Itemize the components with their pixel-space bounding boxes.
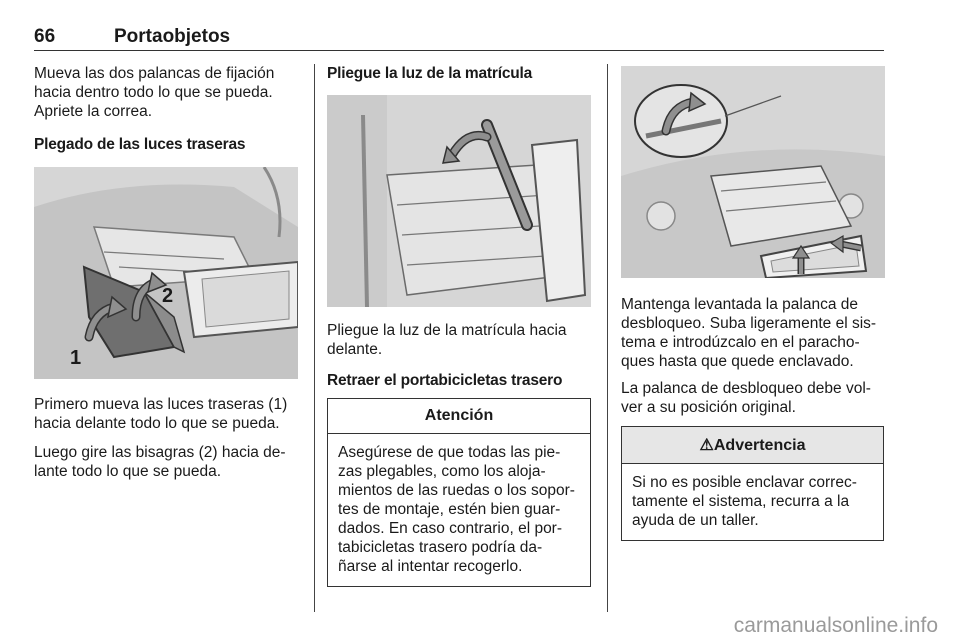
column-2 [327,64,595,587]
section-heading-license-light: Pliegue la luz de la matrícula [327,65,533,82]
paragraph-license-light: Pliegue la luz de la matrícula hacia delante. [327,322,567,358]
intro-paragraph: Mueva las dos palancas de fijación hacia dentro todo lo que se pueda. Apriete la correa. [34,65,275,120]
warning-notice [621,426,884,541]
attention-notice-title: Atención [328,399,590,434]
warning-notice-title-text: Advertencia [713,437,806,454]
attention-notice-body: Asegúrese de que todas las pie-zas plegables, como los aloja-mientos de las ruedas o los sopor-tes de montaje, estén bien guar-dados. En caso contrario, el por-tabicicletas trasero podría da-ñarse al intentar recogerlo. [338,444,575,575]
figure-label-1: 1 [70,347,82,369]
column-1 [34,64,302,481]
page-number: 66 [34,26,56,47]
warning-notice-body: Si no es posible enclavar correc-tamente el sistema, recurra a la ayuda de un taller. [632,474,857,529]
paragraph-tail-lights-step-2: Luego gire las bisagras (2) hacia de-lante todo lo que se pueda. [34,444,286,480]
page-title: Portaobjetos [114,26,231,47]
figure-insert-carrier [621,66,885,278]
paragraph-tail-lights-step-1: Primero mueva las luces traseras (1) hacia delante todo lo que se pueda. [34,396,288,432]
section-heading-tail-lights: Plegado de las luces traseras [34,136,246,153]
attention-notice [327,398,591,587]
column-divider-2 [607,64,608,612]
footer-watermark: carmanualsonline.info [733,614,938,637]
license-light-illustration [327,95,591,307]
column-3 [621,64,887,541]
figure-label-2: 2 [162,285,174,307]
page-header [34,26,884,51]
section-heading-retract-bike-carrier: Retraer el portabicicletas trasero [327,372,563,389]
paragraph-insert-carrier: Mantenga levantada la palanca de desbloqueo. Suba ligeramente el sis-tema e introdúzcalo en el paracho-ques hasta que quede enclavado. [621,296,877,370]
warning-notice-title [622,427,883,464]
figure-license-light [327,95,591,307]
figure-tail-lights [34,167,298,379]
paragraph-release-lever: La palanca de desbloqueo debe vol-ver a su posición original. [621,380,871,416]
insert-carrier-illustration [621,66,885,278]
warning-triangle-icon: ⚠ [699,437,714,454]
column-divider-1 [314,64,315,612]
